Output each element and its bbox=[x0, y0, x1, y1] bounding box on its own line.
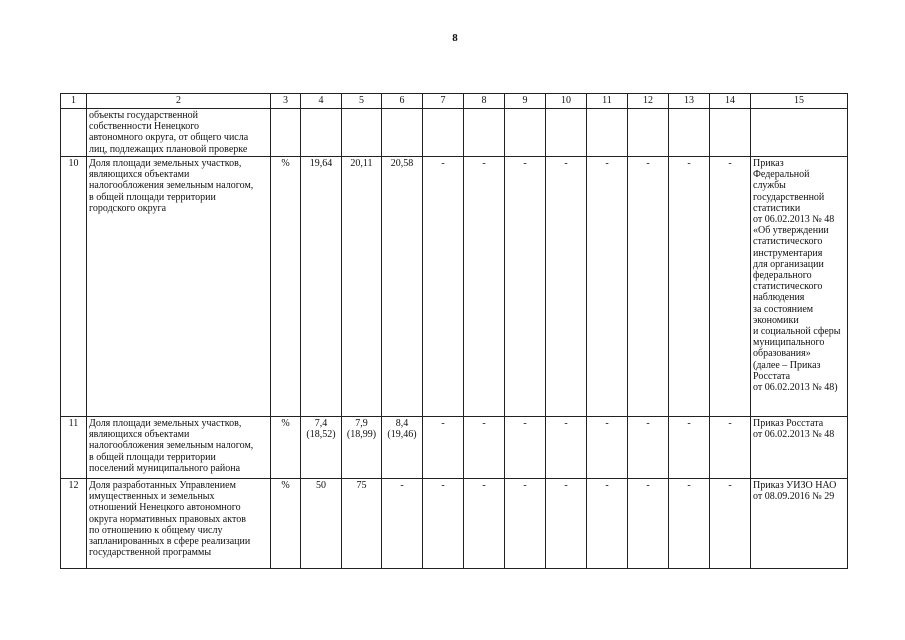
header-cell: 14 bbox=[710, 94, 751, 109]
value-cell bbox=[382, 109, 423, 157]
table-row bbox=[61, 417, 848, 479]
unit-cell: % bbox=[271, 157, 301, 417]
indicators-table bbox=[60, 93, 848, 569]
value-cell: - bbox=[423, 157, 464, 417]
value-cell: 75 bbox=[342, 479, 382, 569]
value-cell: - bbox=[464, 479, 505, 569]
source-reference bbox=[751, 109, 848, 157]
value-cell: - bbox=[628, 157, 669, 417]
value-cell: 20,11 bbox=[342, 157, 382, 417]
row-number: 12 bbox=[61, 479, 87, 569]
source-reference: Приказ Росстата от 06.02.2013 № 48 bbox=[751, 417, 848, 479]
row-number bbox=[61, 109, 87, 157]
value-cell: - bbox=[382, 479, 423, 569]
header-cell: 4 bbox=[301, 94, 342, 109]
value-cell: 7,9 (18,99) bbox=[342, 417, 382, 479]
value-cell: 50 bbox=[301, 479, 342, 569]
value-cell: - bbox=[710, 417, 751, 479]
value-cell: - bbox=[587, 157, 628, 417]
header-cell: 7 bbox=[423, 94, 464, 109]
value-cell bbox=[505, 109, 546, 157]
header-cell: 6 bbox=[382, 94, 423, 109]
indicator-description: Доля площади земельных участков, являющихся объектами налогообложения земельным налогом, в общей площади территории поселений муниципального района bbox=[87, 417, 271, 479]
indicator-description: объекты государственной собственности Ненецкого автономного округа, от общего числа лиц, подлежащих плановой проверке bbox=[87, 109, 271, 157]
value-cell: - bbox=[628, 417, 669, 479]
source-reference: Приказ Федеральной службы государственной статистики от 06.02.2013 № 48 «Об утверждении статистического инструментария для организации федерального статистического наблюдения за состоянием экономики и социальной сферы муниципального образования» (далее – Приказ Росстата от 06.02.2013 № 48) bbox=[751, 157, 848, 417]
table-row bbox=[61, 109, 848, 157]
header-cell: 2 bbox=[87, 94, 271, 109]
value-cell: 7,4 (18,52) bbox=[301, 417, 342, 479]
value-cell: - bbox=[546, 479, 587, 569]
value-cell bbox=[342, 109, 382, 157]
value-cell: - bbox=[669, 417, 710, 479]
header-cell: 9 bbox=[505, 94, 546, 109]
unit-cell bbox=[271, 109, 301, 157]
indicator-description: Доля площади земельных участков, являющихся объектами налогообложения земельным налогом, в общей площади территории городского округа bbox=[87, 157, 271, 417]
value-cell: - bbox=[464, 417, 505, 479]
unit-cell: % bbox=[271, 417, 301, 479]
value-cell: - bbox=[505, 417, 546, 479]
value-cell bbox=[710, 109, 751, 157]
value-cell bbox=[669, 109, 710, 157]
value-cell bbox=[546, 109, 587, 157]
value-cell: - bbox=[423, 417, 464, 479]
header-cell: 1 bbox=[61, 94, 87, 109]
value-cell: - bbox=[669, 479, 710, 569]
header-cell: 11 bbox=[587, 94, 628, 109]
header-cell: 8 bbox=[464, 94, 505, 109]
row-number: 10 bbox=[61, 157, 87, 417]
value-cell: - bbox=[587, 417, 628, 479]
unit-cell: % bbox=[271, 479, 301, 569]
value-cell: - bbox=[464, 157, 505, 417]
header-cell: 5 bbox=[342, 94, 382, 109]
value-cell: - bbox=[423, 479, 464, 569]
value-cell bbox=[301, 109, 342, 157]
header-cell: 10 bbox=[546, 94, 587, 109]
value-cell: - bbox=[669, 157, 710, 417]
value-cell: 20,58 bbox=[382, 157, 423, 417]
row-number: 11 bbox=[61, 417, 87, 479]
source-reference: Приказ УИЗО НАО от 08.09.2016 № 29 bbox=[751, 479, 848, 569]
value-cell: - bbox=[710, 479, 751, 569]
value-cell bbox=[628, 109, 669, 157]
value-cell: - bbox=[710, 157, 751, 417]
value-cell: - bbox=[505, 479, 546, 569]
header-cell: 15 bbox=[751, 94, 848, 109]
header-row bbox=[61, 94, 848, 109]
table-row bbox=[61, 479, 848, 569]
indicator-description: Доля разработанных Управлением имущественных и земельных отношений Ненецкого автономного округа нормативных правовых актов по отношению к общему числу запланированных в сфере реализации государственной программы bbox=[87, 479, 271, 569]
value-cell: - bbox=[546, 417, 587, 479]
value-cell bbox=[464, 109, 505, 157]
table-row bbox=[61, 157, 848, 417]
value-cell: - bbox=[628, 479, 669, 569]
header-cell: 3 bbox=[271, 94, 301, 109]
value-cell bbox=[587, 109, 628, 157]
page-number: 8 bbox=[452, 32, 458, 44]
value-cell: - bbox=[546, 157, 587, 417]
value-cell: - bbox=[587, 479, 628, 569]
value-cell bbox=[423, 109, 464, 157]
value-cell: 8,4 (19,46) bbox=[382, 417, 423, 479]
value-cell: - bbox=[505, 157, 546, 417]
header-cell: 12 bbox=[628, 94, 669, 109]
value-cell: 19,64 bbox=[301, 157, 342, 417]
header-cell: 13 bbox=[669, 94, 710, 109]
